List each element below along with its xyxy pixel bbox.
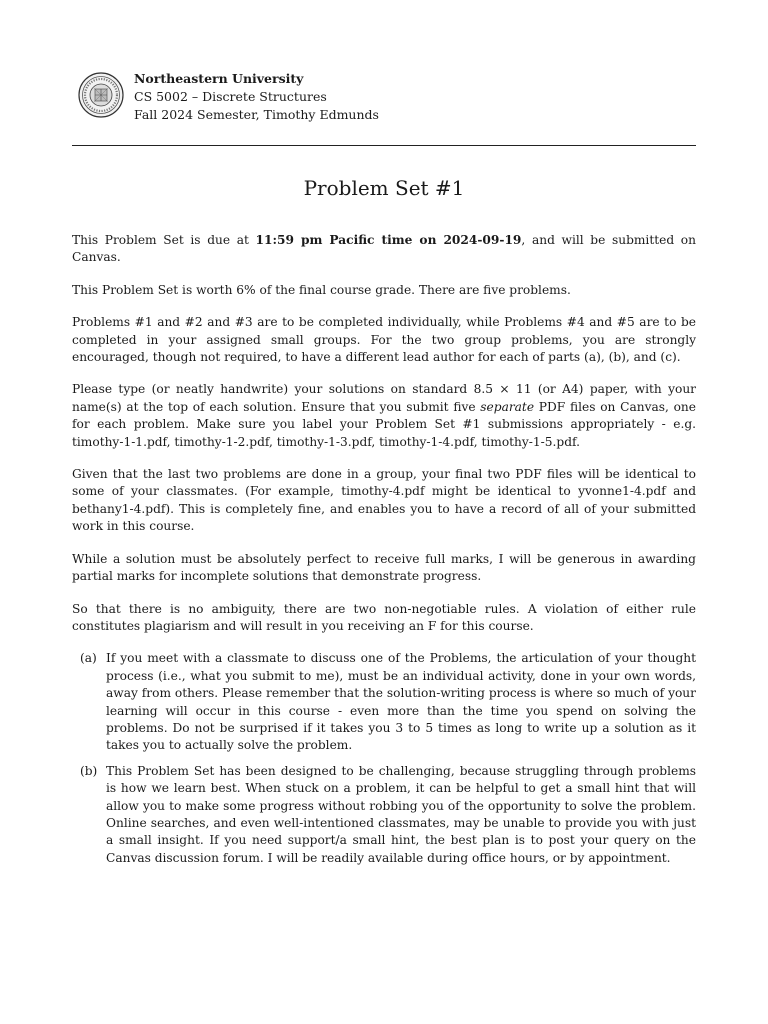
submission-text-after: PDF files on Canvas, one for each problem. Make sure you label your Problem Set #1 submissions appropriately - e.g. timothy-1-1.pdf, timothy-1-2.pdf, timothy-1-3.pdf, timothy-1-4.pdf, timothy-1-5.pdf. xyxy=(72,399,696,449)
page-title: Problem Set #1 xyxy=(303,176,465,200)
list-item xyxy=(72,763,696,867)
due-date-text-after: , and will be submitted on Canvas. xyxy=(72,233,696,265)
submission-text-before: Please type (or neatly handwrite) your solutions on standard 8.5 × 11 (or A4) paper, with your name(s) at the top of each solution. Ensure that you submit five xyxy=(72,382,696,414)
list-marker: (b) xyxy=(80,763,98,778)
group-work-paragraph: Problems #1 and #2 and #3 are to be completed individually, while Problems #4 and #5 are to be completed in your assigned small groups. For the two group problems, you are strongly encouraged, though not required, to have a different lead author for each of parts (a), (b), and (c). xyxy=(72,315,696,365)
rule-text: If you meet with a classmate to discuss one of the Problems, the articulation of your thought process (i.e., what you submit to me), must be an individual activity, done in your own words, away from others. Please remember that the solution-writing process is where so much of your learning will occur in this course - even more than the time you spend on solving the problems. Do not be surprised if it takes you 3 to 5 times as long to write up a solution as it takes you to actually solve the problem. xyxy=(106,651,696,753)
letterhead xyxy=(78,70,698,130)
rules-intro-paragraph: So that there is no ambiguity, there are two non-negotiable rules. A violation of either rule constitutes plagiarism and will result in you receiving an F for this course. xyxy=(72,601,696,633)
header-divider xyxy=(72,145,696,146)
course-name: CS 5002 – Discrete Structures xyxy=(134,89,327,104)
list-marker: (a) xyxy=(80,651,97,666)
submission-format-paragraph xyxy=(72,381,696,451)
partial-marks-paragraph: While a solution must be absolutely perfect to receive full marks, I will be generous in awarding partial marks for incomplete solutions that demonstrate progress. xyxy=(72,551,696,584)
university-seal-icon xyxy=(78,72,124,118)
group-files-paragraph: Given that the last two problems are done in a group, your final two PDF files will be identical to some of your classmates. (For example, timothy-4.pdf might be identical to yvonne1-4.pdf and bethany1-4.pdf). This is completely fine, and enables you to have a record of all of your submitted work in this course. xyxy=(72,467,696,534)
grade-weight-paragraph: This Problem Set is worth 6% of the final course grade. There are five problems. xyxy=(72,282,571,297)
separate-emphasis: separate xyxy=(480,399,535,414)
due-date-text-before: This Problem Set is due at xyxy=(72,233,256,247)
semester-instructor: Fall 2024 Semester, Timothy Edmunds xyxy=(134,107,379,122)
due-date: 11:59 pm Pacific time on 2024-09-19 xyxy=(255,233,522,247)
rules-list xyxy=(72,650,696,867)
rule-text: This Problem Set has been designed to be challenging, because struggling through problems is how we learn best. When stuck on a problem, it can be helpful to get a small hint that will allow you to make some progress without robbing you of the opportunity to solve the problem. Online searches, and even well-intentioned classmates, may be unable to provide you with just a small insight. If you need support/a small hint, the best plan is to post your query on the Canvas discussion forum. I will be readily available during office hours, or by appointment. xyxy=(106,763,696,865)
document-body xyxy=(72,232,696,875)
due-date-paragraph xyxy=(72,232,696,267)
university-name: Northeastern University xyxy=(134,71,304,86)
list-item xyxy=(72,650,696,754)
